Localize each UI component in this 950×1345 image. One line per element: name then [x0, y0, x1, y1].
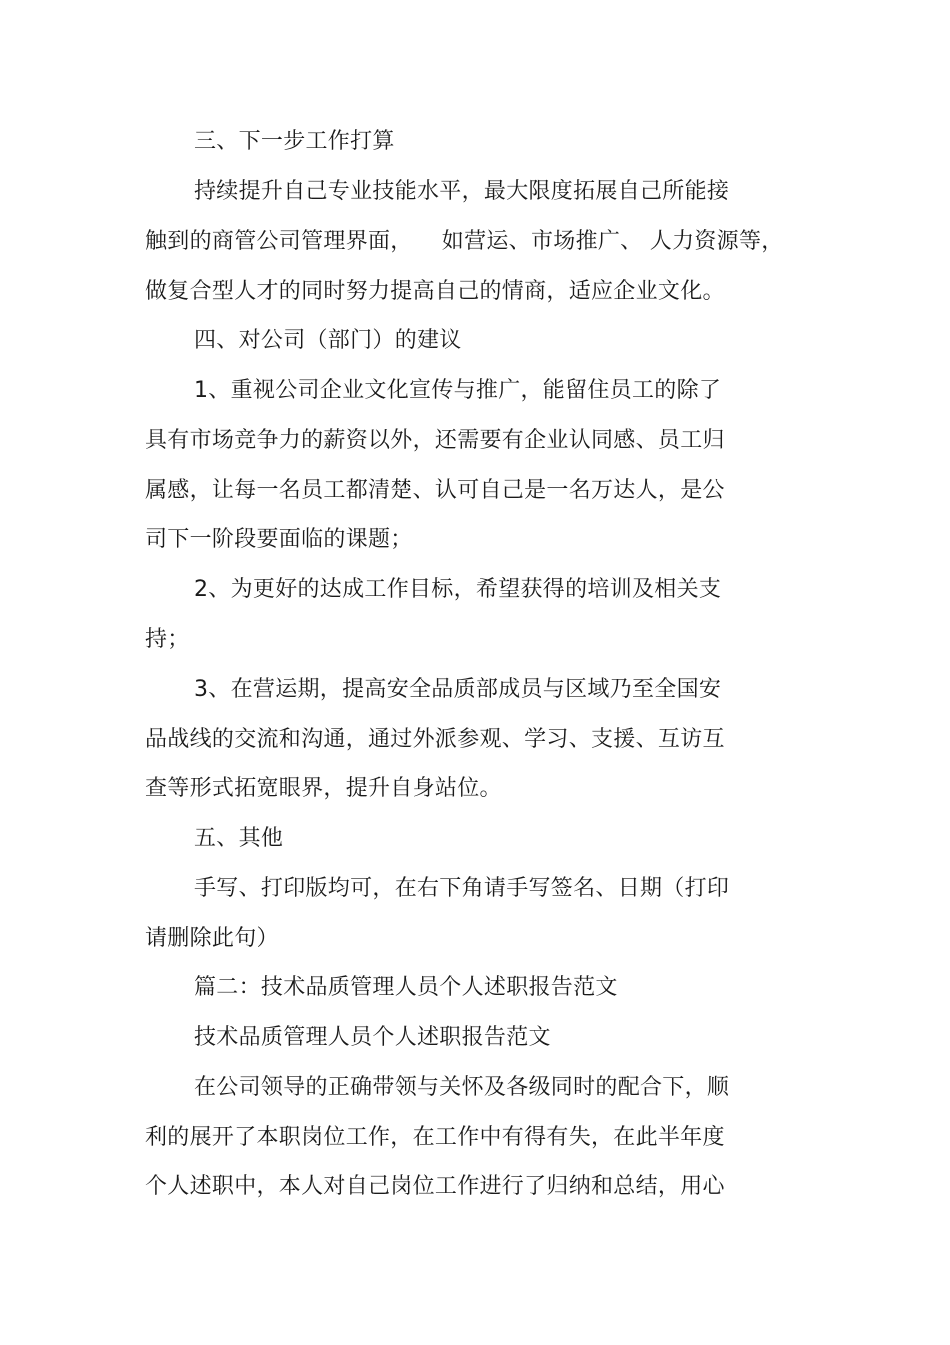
paragraph-line: 司下一阶段要面临的课题；	[145, 527, 413, 552]
paragraph-line: 手写、打印版均可，在右下角请手写签名、日期（打印	[194, 876, 730, 901]
section-heading-suggestions: 四、对公司（部门）的建议	[194, 328, 462, 353]
paragraph-line: 请删除此句）	[145, 926, 279, 951]
paragraph-line: 具有市场竞争力的薪资以外，还需要有企业认同感、员工归	[145, 428, 725, 453]
chapter-heading: 篇二：技术品质管理人员个人述职报告范文	[194, 975, 618, 1000]
section-heading-next-steps: 三、下一步工作打算	[194, 129, 395, 154]
paragraph-line: 在公司领导的正确带领与关怀及各级同时的配合下，顺	[194, 1075, 730, 1100]
paragraph-line: 持续提升自己专业技能水平，最大限度拓展自己所能接	[194, 179, 730, 204]
section-heading-other: 五、其他	[194, 826, 284, 851]
report-title: 技术品质管理人员个人述职报告范文	[194, 1025, 551, 1050]
paragraph-line: 触到的商管公司管理界面， 如营运、市场推广、 人力资源等，	[145, 229, 784, 254]
paragraph-line: 持；	[145, 627, 190, 652]
paragraph-line: 2、为更好的达成工作目标，希望获得的培训及相关支	[194, 577, 722, 602]
paragraph-line: 利的展开了本职岗位工作，在工作中有得有失，在此半年度	[145, 1125, 725, 1150]
paragraph-line: 品战线的交流和沟通，通过外派参观、学习、支援、互访互	[145, 727, 725, 752]
paragraph-line: 3、在营运期，提高安全品质部成员与区域乃至全国安	[194, 677, 722, 702]
paragraph-line: 个人述职中，本人对自己岗位工作进行了归纳和总结，用心	[145, 1174, 725, 1199]
paragraph-line: 属感，让每一名员工都清楚、认可自己是一名万达人，是公	[145, 478, 725, 503]
paragraph-line: 1、重视公司企业文化宣传与推广，能留住员工的除了	[194, 378, 722, 403]
paragraph-line: 做复合型人才的同时努力提高自己的情商，适应企业文化。	[145, 279, 725, 304]
paragraph-line: 查等形式拓宽眼界，提升自身站位。	[145, 776, 502, 801]
